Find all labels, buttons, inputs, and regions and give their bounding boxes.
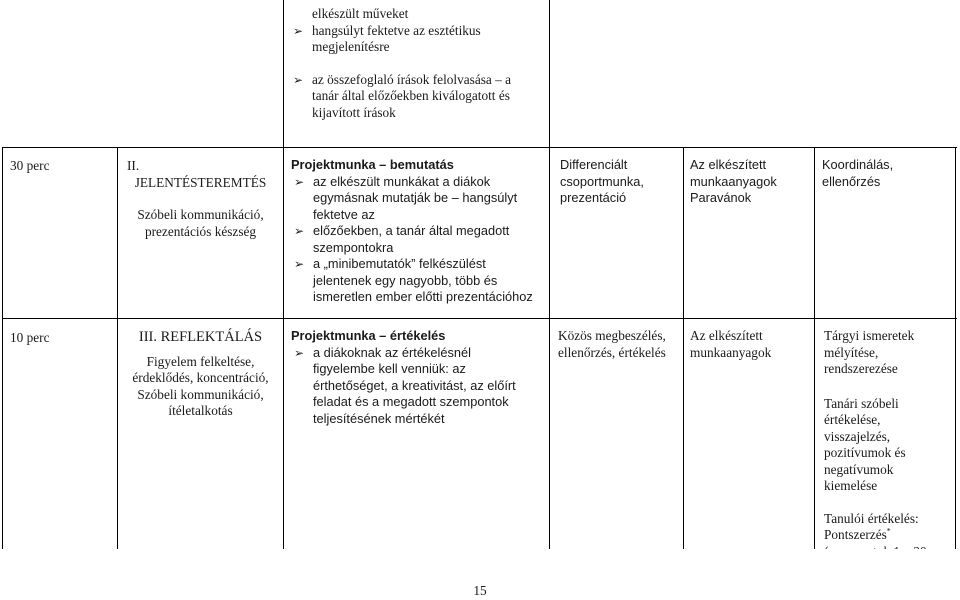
row1-skill: Szóbeli kommunikáció,	[137, 207, 264, 222]
top-bullet-2: ➢ az összefoglaló írások felolvasása – a tanár által előzőekben kiválogatott és kijavított írások	[292, 71, 512, 120]
arrow-bullet-icon: ➢	[292, 23, 304, 38]
row2-phase-title: III. REFLEKTÁLÁS	[138, 329, 263, 345]
top-block-left-border	[283, 0, 284, 147]
col-border-3	[549, 147, 550, 549]
row1-time: 30 perc	[10, 158, 50, 173]
row2-skill: Szóbeli kommunikáció,	[137, 386, 264, 402]
row1-method: Differenciált csoportmunka, prezentáció	[560, 157, 644, 205]
row1-bullet: ➢ a „minibemutatók” felkészülést jelentenek egy nagyobb, több és ismeretlen ember előtti prezentációhoz	[293, 256, 533, 304]
top-block-right-border	[549, 0, 550, 147]
row2-phase	[118, 329, 283, 420]
arrow-bullet-icon: ➢	[293, 174, 305, 189]
row1-tools: Az elkészített munkaanyagok Paravánok	[690, 157, 777, 205]
row1-activity-title: Projektmunka – bemutatás	[291, 157, 454, 172]
row1-phase	[118, 158, 283, 240]
row2-eval: Tárgyi ismeretek mélyítése, rendszerezése Tanári szóbeli értékelése, visszajelzés, pozitívumok és negatívumok kiemelése Tanulói értékelés: Pontszerzés*	[824, 328, 919, 542]
row1-phase-number: II.	[127, 158, 140, 173]
col-border-6	[955, 147, 956, 549]
arrow-bullet-icon: ➢	[293, 345, 305, 360]
arrow-bullet-icon: ➢	[293, 224, 305, 238]
top-block-line: elkészült műveket	[312, 6, 409, 21]
page-number: 15	[473, 583, 487, 598]
col-border-5	[814, 147, 815, 549]
row1-bullet: ➢ előzőekben, a tanár által megadott szempontokra	[293, 223, 510, 255]
row1-bullet: ➢ az elkészült munkákat a diákok egymásnak mutatják be – hangsúlyt fektetve az	[293, 173, 518, 222]
top-block	[292, 6, 548, 121]
col-border-2	[283, 147, 284, 549]
arrow-bullet-icon: ➢	[292, 72, 304, 87]
row2-skill: ítéletalkotás	[168, 403, 233, 418]
row2-method: Közös megbeszélés, ellenőrzés, értékelés	[558, 328, 666, 360]
col-border-4	[683, 147, 684, 549]
row1-activity	[291, 157, 547, 306]
row2-bullet: ➢ a diákoknak az értékelésnél figyelembe kell venniük: az érthetőséget, a kreativitást, az előírt feladat és a megadott szempontok teljesítésének mértékét	[293, 344, 516, 426]
row2-skill: érdeklődés, koncentráció,	[132, 370, 269, 385]
row2-skill: Figyelem felkeltése,	[146, 353, 255, 369]
row2-activity	[291, 328, 547, 427]
top-bullet-1: ➢ hangsúlyt fektetve az esztétikus megjelenítésre	[292, 22, 481, 54]
arrow-bullet-icon: ➢	[293, 257, 305, 271]
row1-eval: Koordinálás, ellenőrzés	[822, 157, 894, 189]
row1-skill: prezentációs készség	[144, 223, 257, 239]
row1-phase-title: JELENTÉSTEREMTÉS	[134, 174, 267, 190]
row2-activity-title: Projektmunka – értékelés	[291, 328, 446, 343]
col-border-0	[2, 147, 3, 549]
row2-tools: Az elkészített munkaanyagok	[690, 328, 772, 360]
row2-time: 10 perc	[10, 330, 50, 345]
